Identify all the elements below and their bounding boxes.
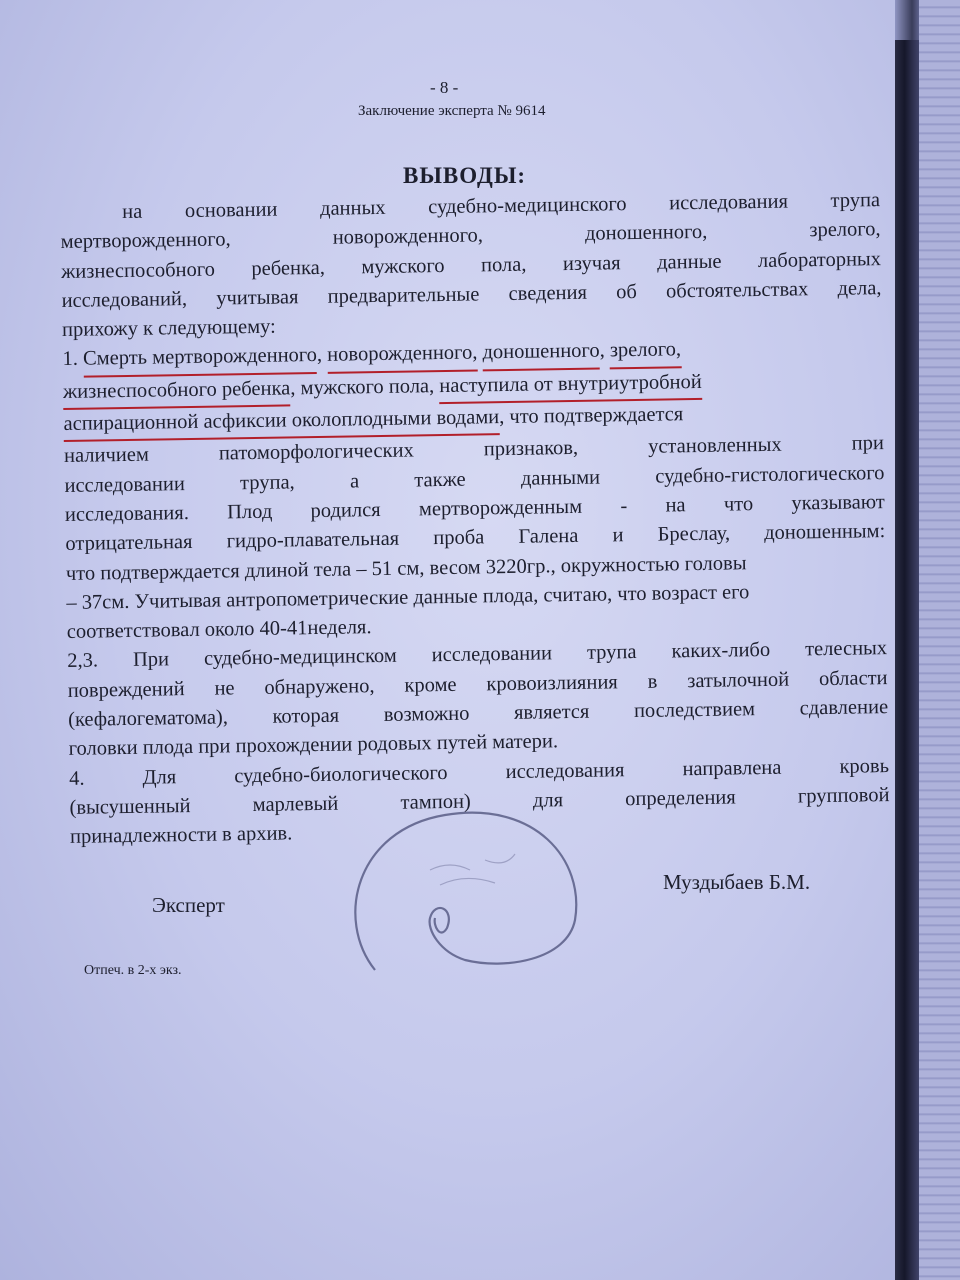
stamp-faint-text: [430, 854, 515, 885]
underlined-phrase: наступила от внутриутробной: [439, 368, 702, 404]
underlined-line: аспирационной асфиксии околоплодными водами , что подтверждается: [63, 397, 883, 442]
expert-label: Эксперт: [152, 893, 225, 917]
underlined-phrase: новорожденного,: [327, 339, 478, 374]
conclusions-title: ВЫВОДЫ:: [403, 163, 527, 188]
text-line: на основании данных судебно-медицинского исследования трупа: [122, 189, 881, 224]
conclusions-body: [60, 186, 890, 852]
text-line: 2,3. При судебно-медицинском исследовании трупа каких-либо телесных: [67, 637, 888, 673]
text-line: головки плода при прохождении родовых путей матери.: [68, 730, 559, 761]
text-line: наличием патоморфологических признаков, установленных при: [63, 432, 885, 468]
text-line: мертворожденного, новорожденного, доношенного, зрелого,: [60, 218, 881, 254]
text-line: 4. Для судебно-биологического исследования направлена кровь: [68, 754, 890, 790]
next-page-edge: [919, 0, 960, 1280]
text-line: (кефалогематома), которая возможно является последствием сдавление: [68, 696, 889, 731]
copies-note: Отпеч. в 2-х экз.: [84, 963, 182, 978]
text-line: – 37см. Учитывая антропометрические данные плода, считаю, что возраст его: [66, 581, 750, 614]
underlined-line: жизнеспособного ребенка , мужского пола, наступила от внутриутробной: [63, 365, 883, 410]
text-line: жизнеспособного ребенка, мужского пола, изучая данные лабораторных: [60, 247, 882, 283]
text-line: прихожу к следующему:: [61, 315, 276, 342]
text-line: принадлежности в архив.: [69, 822, 293, 849]
text-line: что подтверждается длиной тела – 51 см, весом 3220гр., окружностью головы: [65, 551, 747, 585]
page-number: - 8 -: [430, 78, 459, 97]
text-line: отрицательная гидро-плавательная проба Галена и Бреслау, доношенным:: [65, 520, 886, 556]
underlined-phrase: доношенного: [482, 337, 600, 371]
text-line: соответствовал около 40-41неделя.: [66, 616, 372, 644]
binding-shadow: [895, 40, 919, 1280]
underlined-phrase: аспирационной асфиксии околоплодными водами: [63, 403, 499, 442]
stamp-outline: [355, 813, 576, 970]
underlined-line: 1. Смерть мертворожденного , новорожденного, доношенного , зрелого,: [62, 333, 882, 378]
seal-stamp: [335, 800, 585, 980]
text-line: повреждений не обнаружено, кроме кровоизлияния в затылочной области: [67, 666, 888, 702]
expert-name: Муздыбаев Б.М.: [663, 870, 811, 894]
text-line: исследования. Плод родился мертворожденным - на что указывают: [64, 491, 885, 526]
underlined-phrase: Смерть мертворожденного: [83, 341, 317, 377]
document-number: Заключение эксперта № 9614: [358, 103, 546, 119]
underlined-phrase: зрелого,: [610, 336, 682, 369]
underlined-phrase: жизнеспособного ребенка: [63, 374, 291, 410]
text-line: исследований, учитывая предварительные сведения об обстоятельствах дела,: [61, 277, 882, 312]
text-line: (высушенный марлевый тампон) для определения групповой: [69, 783, 890, 819]
text-line: исследовании трупа, а также данными судебно-гистологического: [64, 461, 885, 497]
